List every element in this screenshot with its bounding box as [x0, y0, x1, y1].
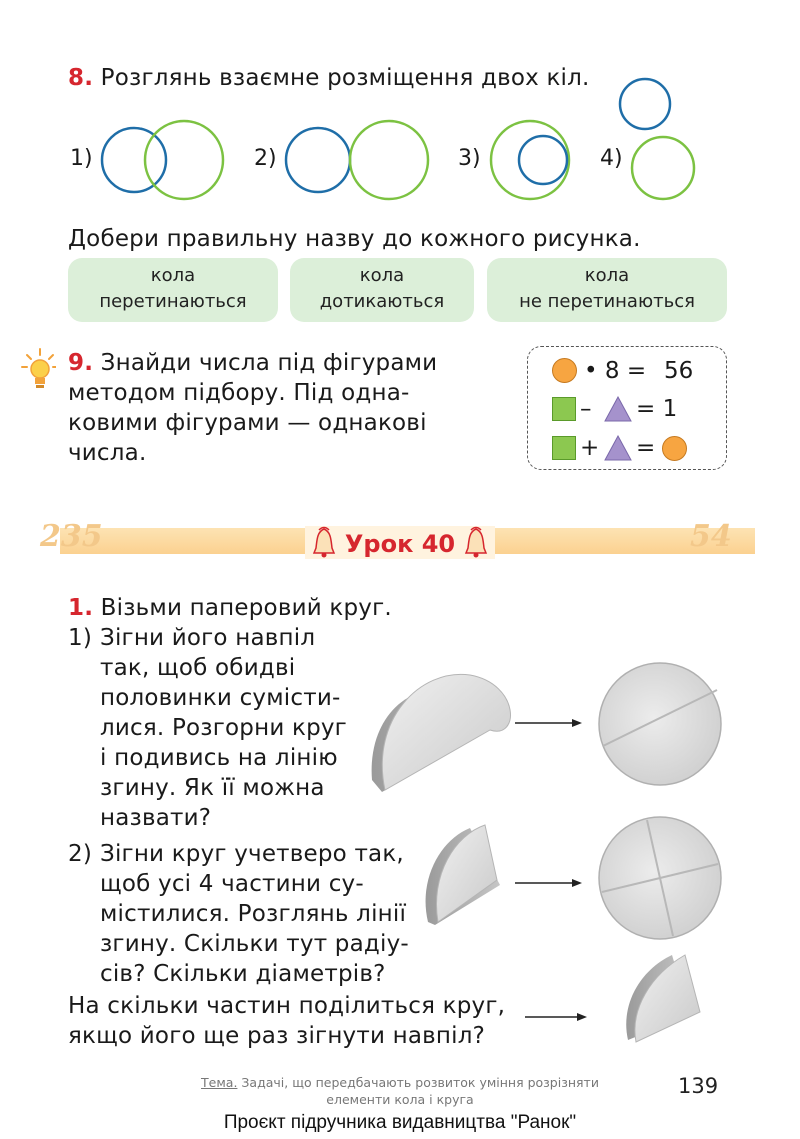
step2-line: сів? Скільки діаметрів?	[100, 961, 386, 987]
quarter-folded-circle	[426, 825, 500, 925]
half-folded-circle	[372, 674, 511, 792]
equation-1-op: • 8 =	[584, 358, 647, 384]
option-line: кола	[584, 265, 630, 286]
figure-label-4: 4)	[600, 146, 623, 171]
footer-theme	[150, 1074, 650, 1108]
arrow-1-head	[572, 719, 582, 727]
lesson-title: Урок 40	[344, 530, 456, 558]
option-line: не перетинаються	[519, 291, 695, 312]
step1-line: згину. Як її можна	[100, 775, 325, 801]
publisher-note: Проєкт підручника видавництва "Ранок"	[223, 1112, 577, 1133]
step2-line: згину. Скільки тут радіу-	[100, 931, 409, 957]
equation-2-op: –	[580, 396, 592, 422]
step1-line: половинки сумісти-	[100, 685, 341, 711]
figure-label-3: 3)	[458, 146, 481, 171]
step2-line: Зігни круг учетверо так,	[100, 841, 404, 867]
arrow-3-head	[577, 1013, 587, 1021]
task9-number: 9.	[68, 350, 94, 376]
task1-intro-text: Візьми паперовий круг.	[100, 595, 392, 621]
step1-line: і подивись на лінію	[100, 745, 338, 771]
final-line: На скільки частин поділиться круг,	[68, 993, 506, 1019]
footer-theme-text: Задачі, що передбачають розвиток уміння розрізняти	[241, 1075, 599, 1090]
band-digits-right: 54	[690, 519, 732, 554]
option-line: кола	[150, 265, 196, 286]
step2-line: містилися. Розглянь лінії	[100, 901, 407, 927]
option-line: дотикаються	[319, 291, 445, 312]
step2-line: щоб усі 4 частини су-	[100, 871, 364, 897]
unfolded-circle-one-line	[599, 663, 721, 785]
eighth-folded-circle	[626, 955, 700, 1042]
step1-line: назвати?	[100, 805, 212, 831]
figure-label-2: 2)	[254, 146, 277, 171]
task9-line: ковими фігурами — однакові	[68, 410, 427, 436]
footer-theme-line	[150, 1074, 650, 1091]
step2-number: 2)	[68, 841, 93, 867]
footer-theme-line: елементи кола і круга	[326, 1092, 474, 1107]
task9-line: числа.	[68, 440, 147, 466]
band-digits-left: 235	[40, 519, 103, 554]
option-line: кола	[359, 265, 405, 286]
step1-line: лися. Розгорни круг	[100, 715, 347, 741]
equation-1-result: 56	[664, 358, 694, 384]
page-number: 139	[678, 1074, 719, 1098]
arrow-2-head	[572, 879, 582, 887]
unfolded-circle-two-lines	[599, 817, 721, 939]
final-line: якщо його ще раз зігнути навпіл?	[68, 1023, 486, 1049]
task8-subtitle: Добери правильну назву до кожного рисунка.	[68, 226, 641, 252]
equation-3-op: +	[580, 435, 600, 461]
task9-line: методом підбору. Під одна-	[68, 380, 410, 406]
task9-line-text: Знайди числа під фігурами	[100, 350, 438, 376]
task8-number: 8.	[68, 65, 94, 91]
option-line: перетинаються	[99, 291, 247, 312]
equation-3-eq: =	[636, 435, 656, 461]
footer-theme-label: Тема.	[201, 1075, 238, 1090]
task8-text: Розглянь взаємне розміщення двох кіл.	[100, 65, 590, 91]
step1-line: Зігни його навпіл	[100, 625, 316, 651]
figure-label-1: 1)	[70, 146, 93, 171]
equation-2-eq: = 1	[636, 396, 678, 422]
step1-line: так, щоб обидві	[100, 655, 296, 681]
task1-number: 1.	[68, 595, 94, 621]
step1-number: 1)	[68, 625, 93, 651]
